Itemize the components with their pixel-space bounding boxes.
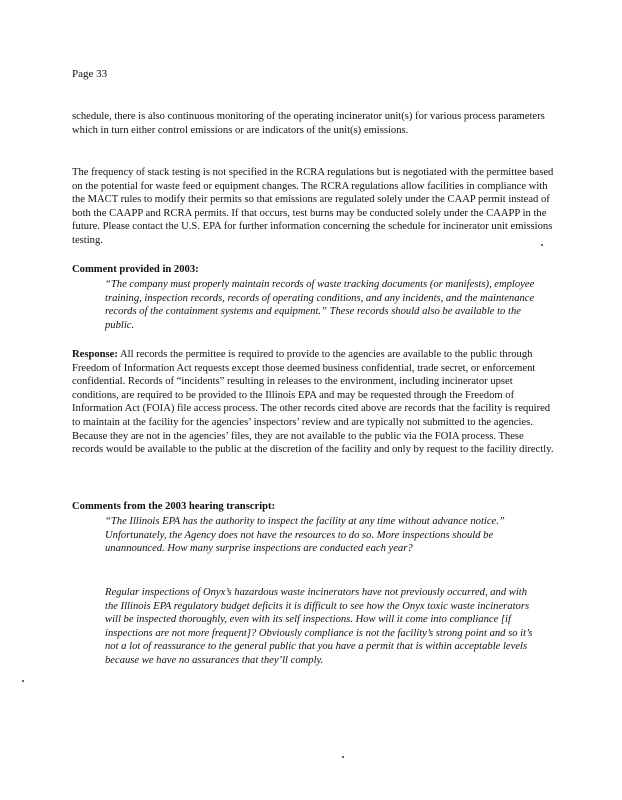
response-text: All records the permittee is required to provide to the agencies are available to the public through Freedom of Information Act requests except those deemed business confidential, trade secret, or enforcement confidential. Records of “incidents” resulting in releases to the environment, including incinerator upset conditions, are required to be provided to the Illinois EPA and may be requested through the Freedom of Information Act (FOIA) file access process. The other records cited above are records that the facility is required to maintain at the facility for the agencies’ inspectors’ review and are typically not submitted to the agencies. Because they are not in the agencies’ files, they are not available to the public via the FOIA process. These records would be available to the public at the discretion of the facility and only by request to the facility directly. (72, 349, 554, 456)
page-number: Page 33 (72, 68, 108, 80)
hearing-quote-1: “The Illinois EPA has the authority to inspect the facility at any time without advance notice.” Unfortunately, the Agency does not have the resources to do so. More inspections should be unannounced. How many surprise inspections are conducted each year? (105, 516, 505, 555)
response-paragraph (72, 348, 557, 457)
continuation-paragraph: schedule, there is also continuous monitoring of the operating incinerator unit(s) for various process parameters which in turn either control emissions or are indicators of the unit(s) emissions. (72, 111, 545, 136)
scan-speck (22, 680, 24, 682)
comment-heading: Comment provided in 2003: (72, 264, 199, 275)
hearing-heading: Comments from the 2003 hearing transcript: (72, 501, 276, 512)
comment-quote: “The company must properly maintain records of waste tracking documents (or manifests), employee training, inspection records, records of operating conditions, and any incidents, and the maintenance records of the containment systems and equipment.” These records should also be available to the public. (105, 279, 535, 331)
response-label: Response: (72, 349, 118, 360)
hearing-quote-2: Regular inspections of Onyx’s hazardous waste incinerators have not previously occurred, and with the Illinois EPA regulatory budget deficits it is difficult to see how the Onyx toxic waste incinerators will be inspected thoroughly, even with its self inspections. How will it come into compliance [if inspections are not more frequent]? Obviously compliance is not the facility’s strong point and so it’s not a lot of reassurance to the general public that you have a permit that is within acceptable levels because we have no assurances that they’ll comply. (105, 587, 533, 666)
stack-testing-paragraph: The frequency of stack testing is not specified in the RCRA regulations but is negotiated with the permittee based on the potential for waste feed or equipment changes. The RCRA regulations allow facilities in compliance with the MACT rules to modify their permits so that emissions are regulated solely under the CAAP permit instead of both the CAAPP and RCRA permits. If that occurs, test burns may be conducted solely under the CAAPP in the future. Please contact the U.S. EPA for further information concerning the schedule for incinerator unit emissions testing. (72, 167, 554, 246)
scan-speck (541, 244, 543, 246)
scan-speck (342, 756, 344, 758)
